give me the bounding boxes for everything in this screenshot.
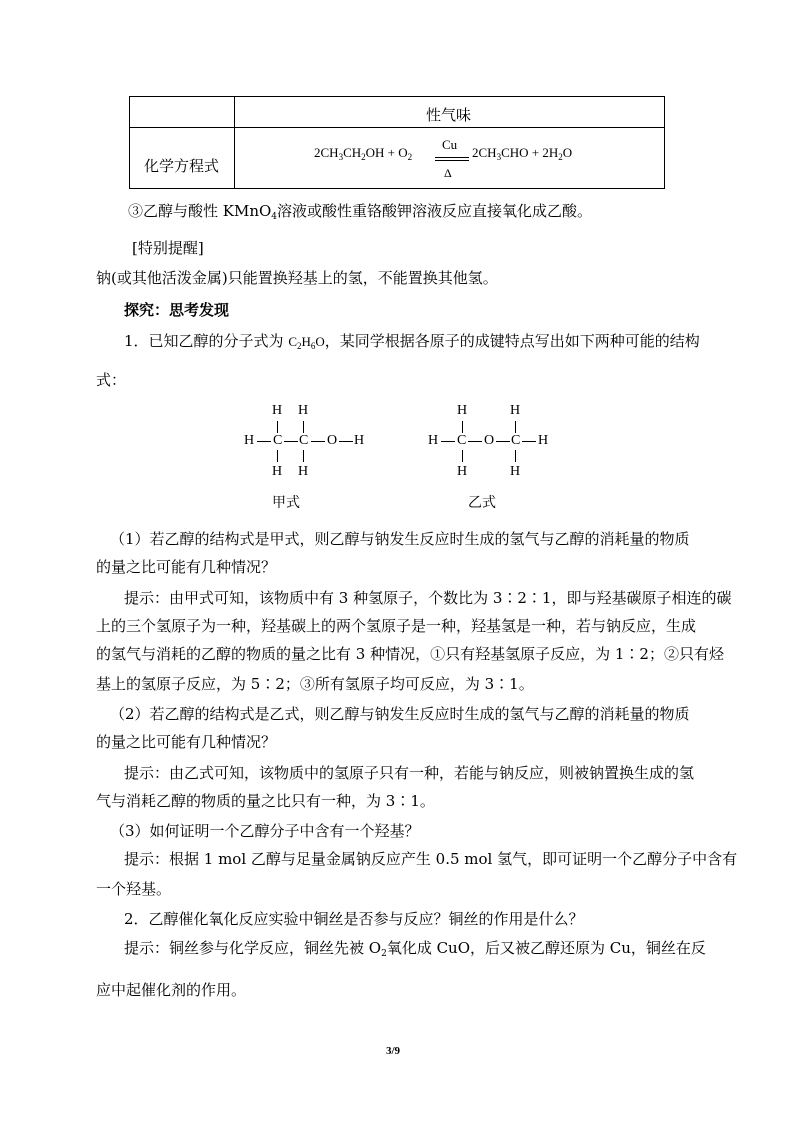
text-line: ③乙醇与酸性 KMnO$_4$溶液或酸性重铬酸钾溶液反应直接氧化成乙酸。 xyxy=(128,202,593,222)
answer-4-cont: 应中起催化剂的作用。 xyxy=(96,981,247,999)
table-cell-equation-label: 化学方程式 xyxy=(144,157,220,175)
answer-3: 提示：根据 1 mol 乙醇与足量金属钠反应产生 0.5 mol 氢气，即可证明一个乙醇分子中含有 xyxy=(124,850,738,868)
answer-4: 提示：铜丝参与化学反应，铜丝先被 $O_2$氧化成 CuO，后又被乙醇还原为 Cu，铜丝在反 xyxy=(124,939,706,959)
answer-2-cont: 气与消耗乙醇的物质的量之比只有一种，为 3∶1。 xyxy=(96,792,435,810)
question-1: （1）若乙醇的结构式是甲式，则乙醇与钠发生反应时生成的氢气与乙醇的消耗量的物质 xyxy=(110,530,690,548)
question-3: （3）如何证明一个乙醇分子中含有一个羟基？ xyxy=(110,822,420,840)
text-line: 式： xyxy=(96,371,127,389)
chemical-equation: $2CH_3CH_2OH + O_2$ xyxy=(314,145,413,162)
question-2: （2）若乙醇的结构式是乙式，则乙醇与钠发生反应时生成的氢气与乙醇的消耗量的物质 xyxy=(110,705,690,723)
note-heading: [特别提醒] xyxy=(132,239,204,257)
answer-1-cont: 的氢气与消耗的乙醇的物质的量之比有 3 种情况，①只有羟基氢原子反应，为 1∶2；②只有烃 xyxy=(96,645,724,663)
answer-1: 提示：由甲式可知，该物质中有 3 种氢原子，个数比为 3∶2∶1，即与羟基碳原子相连的碳 xyxy=(124,589,732,607)
answer-2: 提示：由乙式可知，该物质中的氢原子只有一种，若能与钠反应，则被钠置换生成的氢 xyxy=(124,764,695,782)
equation-catalyst: Cu xyxy=(442,137,458,152)
chemical-equation-products: $2CH_3CHO + 2H_2O$ xyxy=(472,145,573,162)
answer-1-cont: 基上的氢原子反应，为 5∶2；③所有氢原子均可反应，为 3∶1。 xyxy=(96,675,534,693)
question-2-cont: 的量之比可能有几种情况？ xyxy=(96,733,277,751)
caption-jia: 甲式 xyxy=(272,495,300,511)
page-number: 3/9 xyxy=(386,1045,401,1057)
answer-3-cont: 一个羟基。 xyxy=(96,880,172,898)
equation-heat: Δ xyxy=(444,166,452,180)
text-line: 1．已知乙醇的分子式为 $C_2H_6O$，某同学根据各原子的成键特点写出如下两种可能的结构 xyxy=(124,332,700,351)
section-heading: 探究：思考发现 xyxy=(124,301,230,319)
answer-1-cont: 上的三个氢原子为一种，羟基碳上的两个氢原子是一种，羟基氢是一种，若与钠反应，生成 xyxy=(96,617,697,635)
caption-yi: 乙式 xyxy=(468,495,496,511)
question-1-cont: 的量之比可能有几种情况？ xyxy=(96,558,277,576)
property-table xyxy=(129,96,665,189)
table-cell-odor: 性气味 xyxy=(426,106,472,124)
question-4: 2．乙醇催化氧化反应实验中铜丝是否参与反应？铜丝的作用是什么？ xyxy=(124,910,584,928)
text-line: 钠(或其他活泼金属)只能置换羟基上的氢，不能置换其他氢。 xyxy=(96,269,498,287)
